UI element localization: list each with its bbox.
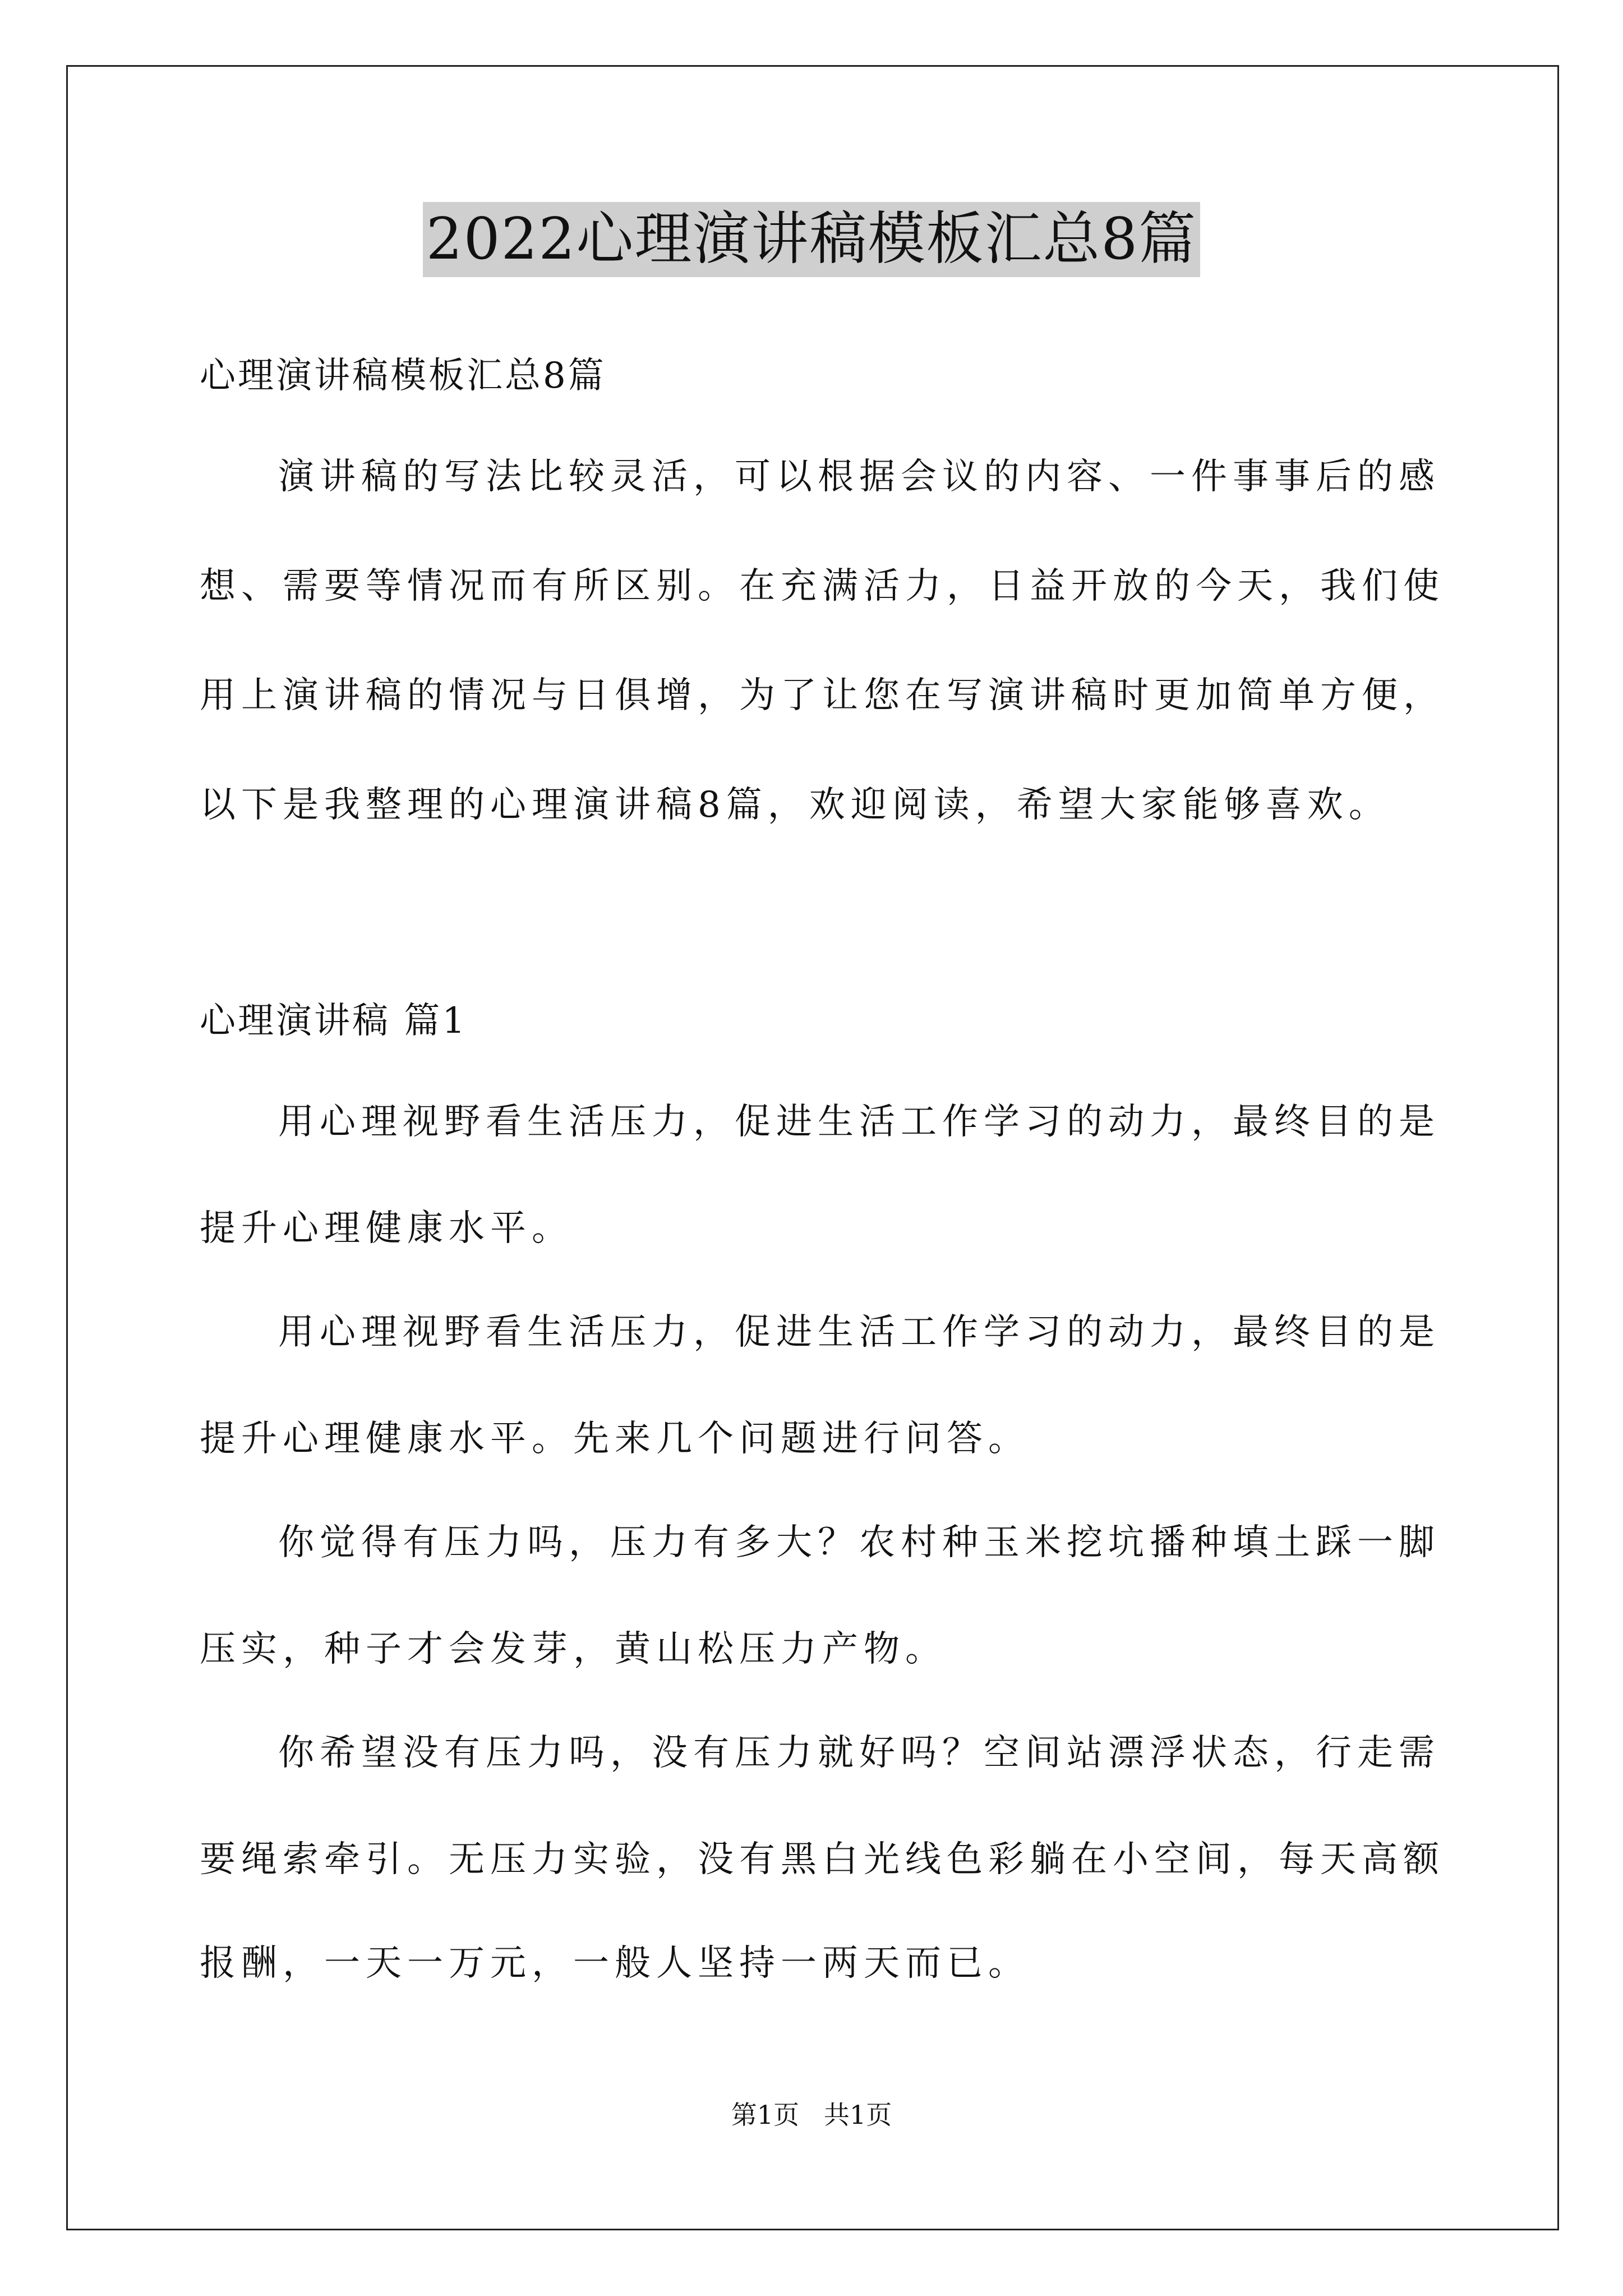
paragraph-line: 用心理视野看生活压力，促进生活工作学习的动力，最终目的是 <box>278 1312 1440 1353</box>
intro-line: 以下是我整理的心理演讲稿8篇，欢迎阅读，希望大家能够喜欢。 <box>200 784 1390 826</box>
section-heading: 心理演讲稿 篇1 <box>200 1000 468 1042</box>
intro-line: 想、需要等情况而有所区别。在充满活力，日益开放的今天，我们使 <box>200 565 1445 607</box>
page-number-footer: 第1页 共1页 <box>731 2100 892 2130</box>
title-container <box>0 202 1623 277</box>
intro-line: 演讲稿的写法比较灵活，可以根据会议的内容、一件事事后的感 <box>278 456 1440 498</box>
paragraph-line: 报酬，一天一万元，一般人坚持一两天而已。 <box>200 1943 1030 1984</box>
document-subtitle: 心理演讲稿模板汇总8篇 <box>200 355 606 397</box>
paragraph-line: 压实，种子才会发芽，黄山松压力产物。 <box>200 1628 947 1670</box>
paragraph-line: 用心理视野看生活压力，促进生活工作学习的动力，最终目的是 <box>278 1101 1440 1143</box>
paragraph-line: 要绳索牵引。无压力实验，没有黑白光线色彩躺在小空间，每天高额 <box>200 1839 1445 1880</box>
intro-line: 用上演讲稿的情况与日俱增，为了让您在写演讲稿时更加简单方便， <box>200 675 1445 716</box>
document-title: 2022心理演讲稿模板汇总8篇 <box>423 202 1200 277</box>
paragraph-line: 提升心理健康水平。先来几个问题进行问答。 <box>200 1418 1030 1460</box>
paragraph-line: 你希望没有压力吗，没有压力就好吗？空间站漂浮状态，行走需 <box>278 1732 1440 1774</box>
paragraph-line: 提升心理健康水平。 <box>200 1208 573 1249</box>
paragraph-line: 你觉得有压力吗，压力有多大？农村种玉米挖坑播种填土踩一脚 <box>278 1522 1440 1563</box>
